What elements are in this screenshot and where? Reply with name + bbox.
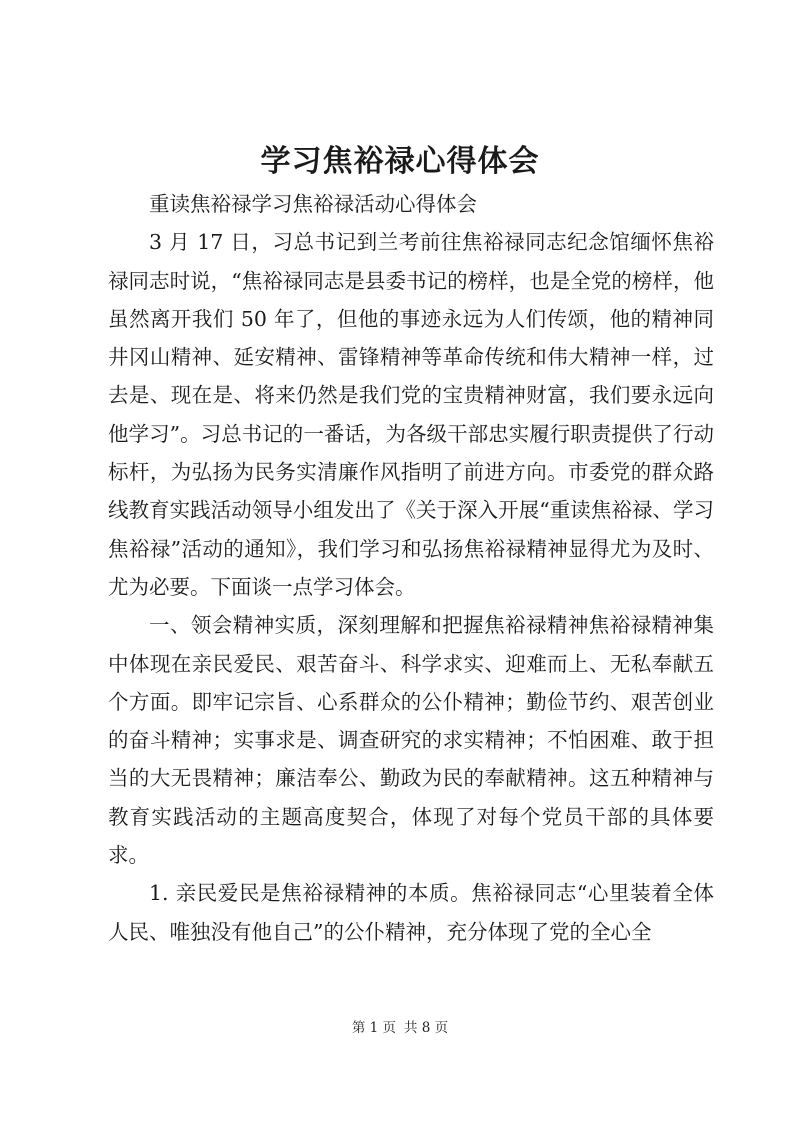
subtitle-paragraph: 重读焦裕禄学习焦裕禄活动心得体会	[149, 192, 477, 216]
intro-paragraph: 3 月 17 日，习总书记到兰考前往焦裕禄同志纪念馆缅怀焦裕禄同志时说，“焦裕禄同志是县委书记的榜样，也是全党的榜样，他虽然离开我们 50 年了，但他的事迹永远为人们传颂，他的精神同井冈山精神、延安精神、雷锋精神等革命传统和伟大精神一样，过去是、现在是、将来仍然是我们党的宝贵精神财富，我们要永远向他学习”。习总书记的一番话，为各级干部忠实履行职责提供了行动标杆，为弘扬为民务实清廉作风指明了前进方向。市委党的群众路线教育实践活动领导小组发出了《关于深入开展“重读焦裕禄、学习焦裕禄”活动的通知》，我们学习和弘扬焦裕禄精神显得尤为及时、尤为必要。下面谈一点学习体会。	[108, 230, 714, 599]
page-footer	[0, 1018, 800, 1038]
page-total: 共 8 页	[404, 1020, 449, 1036]
section-one-paragraph: 一、领会精神实质，深刻理解和把握焦裕禄精神焦裕禄精神集中体现在亲民爱民、艰苦奋斗、科学求实、迎难而上、无私奉献五个方面。即牢记宗旨、心系群众的公仆精神；勤俭节约、艰苦创业的奋斗精神；实事求是、调查研究的求实精神；不怕困难、敢于担当的大无畏精神；廉洁奉公、勤政为民的奉献精神。这五种精神与教育实践活动的主题高度契合，体现了对每个党员干部的具体要求。	[108, 613, 714, 868]
document-title: 学习焦裕禄心得体会	[260, 144, 540, 179]
page-number: 第 1 页	[351, 1020, 396, 1036]
document-body	[108, 185, 714, 951]
point-one-paragraph: 1. 亲民爱民是焦裕禄精神的本质。焦裕禄同志“心里装着全体人民、唯独没有他自己”的公仆精神，充分体现了党的全心全	[108, 881, 714, 944]
